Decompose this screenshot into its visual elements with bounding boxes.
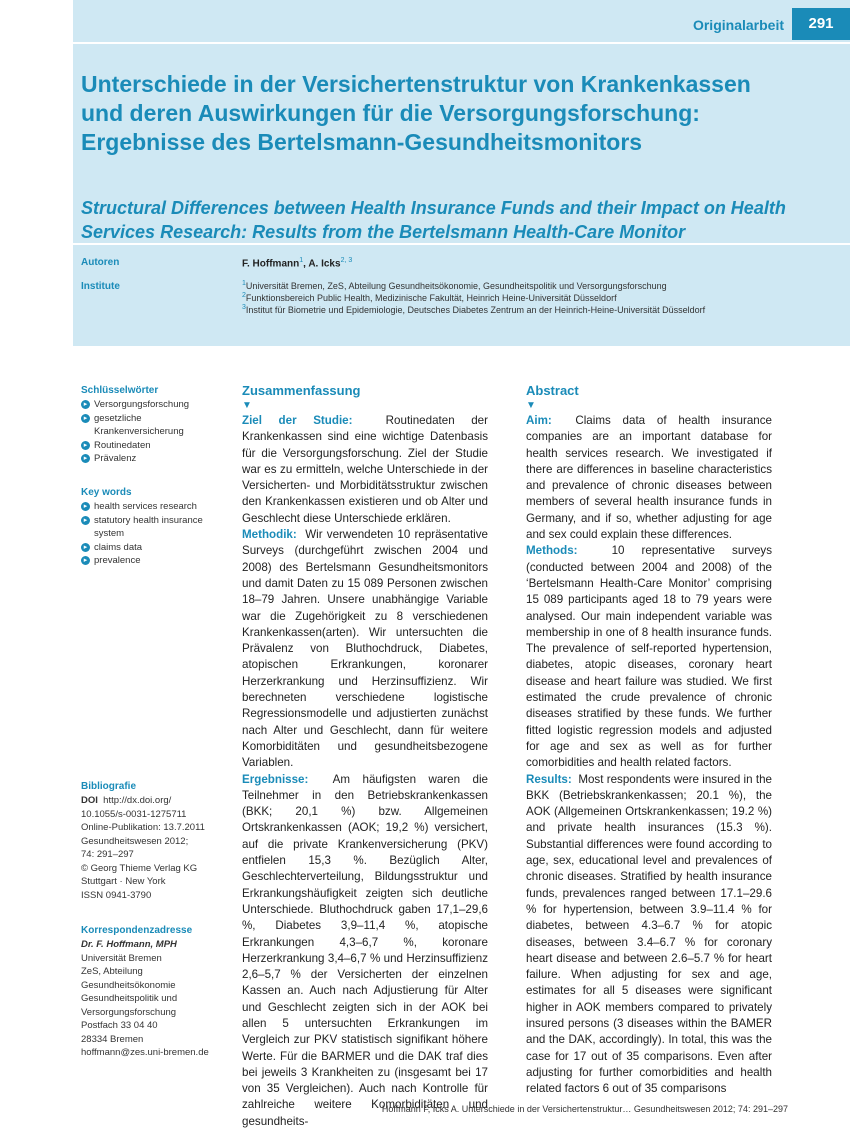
address-line: 28334 Bremen [81, 1033, 144, 1045]
authors [242, 257, 352, 269]
title-german: Unterschiede in der Versichertenstruktur von Krankenkassen und deren Auswirkungen für die Versorgungsforschung: Ergebnisse des Bertelsmann-Gesundheitsmonitors [81, 71, 751, 155]
summary-results: Ergebnisse: Am häufigsten waren die Teilnehmer in den Betriebskrankenkassen (BKK; 20,1 %) bzw. Allgemeinen Ortskrankenkassen (AOK; 19,2 %) versichert, auf die private Krankenversicherung (PKV) entfielen 15,3 %. Bezüglich Alter, Geschlechterverteilung, Bildungsstruktur und Erkrankungshäufigkeit zeigten sich deutliche Unterschiede. Bluthochdruck gaben 17,1–29,6 %, Diabetes 3,9–11,4 %, atopische Erkrankungen 4,3–6,7 %, koronare Herzerkrankung 3,4–6,7 % und Herzinsuffizienz 2,6–5,7 % der Versicherten der einzelnen Kassen an. Auch nach Adjustierung für Alter und Geschlecht zeigten sich in der AOK bei allen 5 untersuchten Erkrankungen im Vergleich zur PKV statistisch signifikant höhere Werte. Für die BARMER und die DAK traf dies bei jeweils 3 Krankheiten zu (insgesamt bei 17 von 35 Vergleichen). Auch nach Kontrolle für zahlreiche weitere Komorbiditäten und gesundheits- [242, 772, 488, 1128]
biblio-line: Online-Publikation: 13.7.2011 [81, 822, 205, 833]
abstract-methods: Methods: 10 representative surveys (conducted between 2004 and 2008) of the ‘Bertelsmann Health-Care Monitor’ comprising 15 089 participants aged 18 to 79 years were analysed. Our main independent variable was membership in one of 8 health insurance funds. The prevalence of self-reported hypertension, diabetes, atopic diseases, coronary heart disease and heart failure was studied. We first estimated the crude prevalence of chronic diseases stratified by these funds. We further fitted logistic regression models and adjusted for age and sex as well as for further comorbidities and health related factors. [526, 544, 772, 770]
arrow-bullet-icon: ▸ [81, 543, 90, 552]
keyword-item: ▸ claims data [81, 541, 231, 555]
arrow-bullet-icon: ▸ [81, 516, 90, 525]
header-divider [73, 42, 850, 44]
page-number: 291 [792, 8, 850, 40]
address-line: Versorgungsforschung [81, 1006, 177, 1018]
keywords-english-title: Key words [81, 487, 132, 498]
triangle-down-icon: ▼ [242, 400, 252, 411]
biblio-line: 10.1055/s-0031-1275711 [81, 808, 187, 820]
author-affiliation: 1 [299, 257, 304, 264]
summary-aim: Ziel der Studie: Routinedaten der Krankenkassen sind eine wichtige Datenbasis für die Versorgungsforschung. Ziel der Studie war es zu ermitteln, welche Unterschiede in der Versicherten- und Morbiditätsstruktur zwischen den Krankenkassen existieren und ob Alter und Geschlecht diese Unterschiede erklären. [242, 414, 488, 525]
abstract-english [526, 382, 772, 1097]
doi-line: DOI http://dx.doi.org/ [81, 795, 172, 806]
biblio-line: Gesundheitswesen 2012; [81, 835, 189, 847]
keywords-german [81, 384, 231, 466]
address-line: ZeS, Abteilung [81, 966, 143, 977]
keyword-item: ▸ Versorgungsforschung [81, 398, 231, 412]
footer-citation: Hoffmann F, Icks A. Unterschiede in der Versichertenstruktur… Gesundheitswesen 2012; 74: 291–297 [381, 1104, 788, 1114]
author-name: A. Icks [308, 258, 341, 270]
arrow-bullet-icon: ▸ [81, 414, 90, 423]
arrow-bullet-icon: ▸ [81, 502, 90, 511]
authors-label: Autoren [81, 257, 120, 268]
author-affiliation: 2, 3 [340, 257, 353, 264]
correspondence-name: Dr. F. Hoffmann, MPH [81, 939, 177, 950]
keyword-item: ▸ statutory health insurance system [81, 514, 231, 541]
address-line: Gesundheitsökonomie [81, 979, 176, 991]
abstract-results: Results: Most respondents were insured in the BKK (Betriebskrankenkassen; 20.1 %), the AOK (Allgemeinen Ortskrankenkassen; 19.2 %) and private health insurances (15.3 %). Substantial differences were found according to age, sex, educational level and prevalences of chronic diseases. Stratified by health insurance funds, prevalences ranged between 17.1–29.6 % for hypertension, between 3.9–11.4 % for diabetes, between 4.3–6.7 % for atopic diseases, between 3.4–6.7 % for coronary heart disease and between 2.6–5.7 % for heart failure. When adjusting for sex and age, estimates for all 5 diseases were significant higher in AOK members compared to privately insured persons (3 diseases within the BAMER and the DAK, accordingly). In total, this was the case for 17 out of 35 comparisons. Even after adjusting for further comorbidities and health related factors 6 out of 35 comparisons [526, 772, 772, 1096]
title-english: Structural Differences between Health Insurance Funds and their Impact on Health Services Research: Results from the Bertelsmann Health-Care Monitor [81, 198, 786, 242]
biblio-line: 74: 291–297 [81, 849, 134, 860]
address-line: Postfach 33 04 40 [81, 1020, 158, 1031]
abstract-heading: Abstract [526, 383, 579, 398]
institute-item: $^1$Universität Bremen, ZeS, Abteilung Gesundheitsökonomie, Gesundheitspolitik und Versorgungsforschung [242, 280, 667, 291]
address-line: Universität Bremen [81, 952, 162, 964]
biblio-line: ISSN 0941-3790 [81, 889, 152, 901]
author-separator: , [303, 258, 309, 270]
summary-german [242, 382, 488, 1130]
bibliography-title: Bibliografie [81, 781, 137, 792]
correspondence [81, 924, 231, 1060]
address-line: Gesundheitspolitik und [81, 993, 178, 1004]
keyword-item: ▸ Routinedaten [81, 439, 231, 453]
keyword-item: ▸ health services research [81, 500, 231, 514]
keyword-item: ▸ prevalence [81, 554, 231, 568]
correspondence-title: Korrespondenzadresse [81, 925, 193, 936]
abstract-aim: Aim: Claims data of health insurance companies are an important database for health services research. We investigated if there are differences in baseline characteristics and prevalence of chronic diseases between members of several health insurance funds in Germany, and if so, whether adjusting for age and sex could explain these differences. [526, 414, 772, 542]
arrow-bullet-icon: ▸ [81, 441, 90, 450]
triangle-down-icon: ▼ [526, 400, 536, 411]
email-link[interactable]: hoffmann@zes.uni-bremen.de [81, 1047, 209, 1058]
institute-item: $^2$Funktionsbereich Public Health, Medizinische Fakultät, Heinrich Heine-Universität Düsseldorf [242, 292, 617, 303]
keyword-item: ▸ Prävalenz [81, 452, 231, 466]
keywords-english [81, 486, 231, 568]
section-label: Originalarbeit [692, 17, 784, 33]
biblio-line: © Georg Thieme Verlag KG [81, 862, 198, 874]
arrow-bullet-icon: ▸ [81, 556, 90, 565]
arrow-bullet-icon: ▸ [81, 454, 90, 463]
biblio-line: Stuttgart · New York [81, 876, 166, 887]
keywords-german-title: Schlüsselwörter [81, 385, 159, 396]
author-name: F. Hoffmann [242, 258, 300, 270]
institutes-label: Institute [81, 281, 120, 292]
top-bar [73, 0, 850, 42]
institute-item: $^3$Institut für Biometrie und Epidemiologie, Deutsches Diabetes Zentrum an der Heinrich-Heine-Universität Düsseldorf [242, 304, 706, 315]
keyword-item: ▸ gesetzliche Krankenversicherung [81, 412, 231, 439]
title-divider [73, 243, 850, 245]
summary-heading: Zusammenfassung [242, 383, 361, 398]
bibliography [81, 780, 231, 902]
arrow-bullet-icon: ▸ [81, 400, 90, 409]
summary-methods: Methodik: Wir verwendeten 10 repräsentative Surveys (durchgeführt zwischen 2004 und 2008) des Bertelsmann Gesundheitsmonitors und damit Daten zu 15 089 Personen zwischen 18–79 Jahren. Unsere unabhängige Variable war die Zugehörigkeit zu 8 verschiedenen Krankenkassen(arten). Wir untersuchten die Prävalenz von Bluthochdruck, Diabetes, atopischen Erkrankungen, koronarer Herzerkrankung und Herzinsuffizienz. Wir berechneten verschiedene logistische Regressionsmodelle und adjustierten zunächst nach Alter und Geschlecht, dann für weitere Komorbiditäten und gesundheitsbezogene Variablen. [242, 528, 488, 770]
